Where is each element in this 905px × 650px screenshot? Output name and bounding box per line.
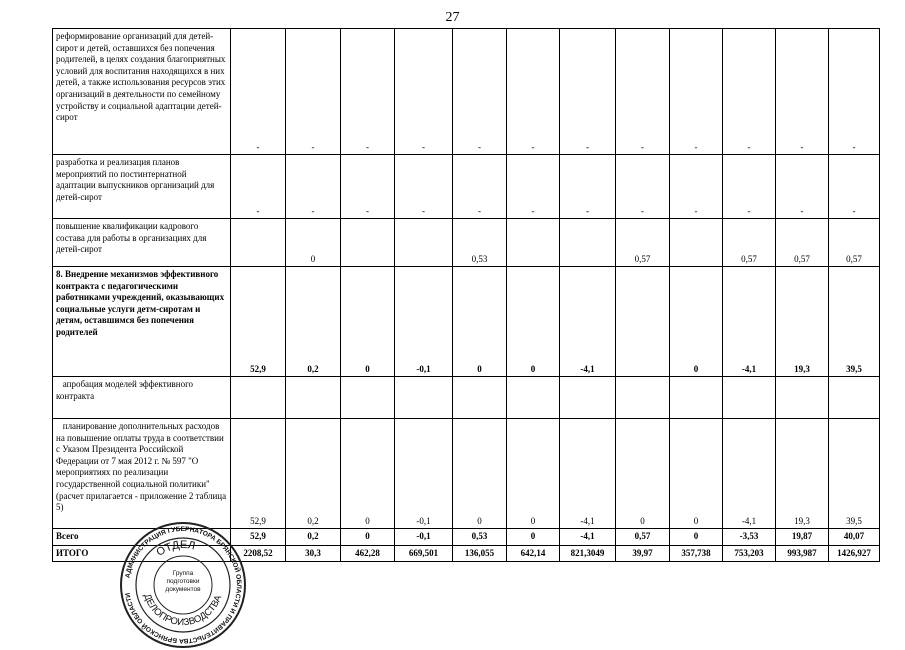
table-cell: -0,1 [395, 529, 453, 546]
table-cell: - [395, 155, 453, 219]
row-label: повышение квалификации кадрового состава для работы в организациях для детей-сирот [53, 219, 231, 267]
table-cell: 642,14 [507, 545, 560, 562]
table-cell [560, 377, 616, 419]
table-row [53, 29, 880, 155]
table-cell [723, 377, 776, 419]
table-cell: 0 [286, 219, 341, 267]
table-cell [616, 377, 670, 419]
official-stamp [118, 520, 248, 650]
row-label: апробация моделей эффективного контракта [53, 377, 231, 419]
table-cell: 0,2 [286, 529, 341, 546]
table-cell: 40,07 [829, 529, 880, 546]
table-cell: -0,1 [395, 419, 453, 529]
table-row [53, 155, 880, 219]
table-cell: - [723, 155, 776, 219]
table-cell: - [231, 155, 286, 219]
table-cell: - [723, 29, 776, 155]
table-cell: - [670, 155, 723, 219]
table-cell: 39,5 [829, 267, 880, 377]
table-cell [341, 219, 395, 267]
table-cell: 0 [507, 529, 560, 546]
table-cell: - [670, 29, 723, 155]
table-cell: -4,1 [560, 419, 616, 529]
table-cell [829, 377, 880, 419]
table-cell: 0 [670, 419, 723, 529]
table-cell: - [776, 29, 829, 155]
table-cell: - [341, 29, 395, 155]
table-cell [507, 219, 560, 267]
table-cell: - [453, 155, 507, 219]
row-label: ИТОГО [53, 545, 231, 562]
table-cell: 19,87 [776, 529, 829, 546]
table-cell: 0 [507, 419, 560, 529]
table-cell [670, 219, 723, 267]
stamp-ring-text: АДМИНИСТРАЦИЯ ГУБЕРНАТОРА БРЯНСКОЙ ОБЛАСТИ И ПРАВИТЕЛЬСТВА БРЯНСКОЙ ОБЛАСТИ [124, 525, 243, 645]
table-cell: 0 [341, 529, 395, 546]
table-cell: 52,9 [231, 529, 286, 546]
table-cell: 19,3 [776, 419, 829, 529]
table-cell: -4,1 [560, 529, 616, 546]
budget-table [52, 28, 880, 562]
svg-text:ОТДЕЛ [154, 539, 196, 559]
table-cell: 136,055 [453, 545, 507, 562]
table-cell [286, 377, 341, 419]
table-cell: 0,57 [829, 219, 880, 267]
table-cell [776, 377, 829, 419]
table-cell [395, 219, 453, 267]
table-cell: 0,53 [453, 529, 507, 546]
table-cell: 0,57 [616, 529, 670, 546]
table-cell: 52,9 [231, 267, 286, 377]
table-cell [231, 219, 286, 267]
table-cell: 753,203 [723, 545, 776, 562]
table-cell: 993,987 [776, 545, 829, 562]
row-label: реформирование организаций для детей-сирот и детей, оставшихся без попечения родителей, в целях создания благоприятных условий для воспитания находящихся в них детей, а также использования ресурсов этих организаций в деятельности по семейному устройству и социальной адаптации детей-сирот [53, 29, 231, 155]
table-cell: - [560, 155, 616, 219]
table-cell: - [560, 29, 616, 155]
table-cell: - [507, 155, 560, 219]
table-cell: - [776, 155, 829, 219]
table-row [53, 267, 880, 377]
table-cell: 1426,927 [829, 545, 880, 562]
table-cell: - [829, 29, 880, 155]
table-cell: 0 [341, 419, 395, 529]
table-cell: 2208,52 [231, 545, 286, 562]
page-number: 27 [445, 10, 460, 25]
table-cell: -3,53 [723, 529, 776, 546]
table-cell: 0 [453, 267, 507, 377]
row-label: разработка и реализация планов мероприятий по постинтернатной адаптации выпускников организаций для детей-сирот [53, 155, 231, 219]
table-cell: 357,738 [670, 545, 723, 562]
table-cell [231, 377, 286, 419]
table-cell: 39,97 [616, 545, 670, 562]
table-cell: - [829, 155, 880, 219]
table-cell: -4,1 [560, 267, 616, 377]
table-cell: 0,2 [286, 419, 341, 529]
table-cell: - [231, 29, 286, 155]
table-cell: - [395, 29, 453, 155]
table-cell [453, 377, 507, 419]
table-cell [507, 377, 560, 419]
stamp-bottom-text: ДЕЛОПРОИЗВОДСТВА [141, 592, 225, 629]
table-cell: 30,3 [286, 545, 341, 562]
table-cell: 0,2 [286, 267, 341, 377]
table-cell [395, 377, 453, 419]
table-cell: - [341, 155, 395, 219]
table-cell: - [286, 29, 341, 155]
table-cell: 0,57 [776, 219, 829, 267]
table-cell: - [453, 29, 507, 155]
table-cell: - [616, 155, 670, 219]
table-cell: - [616, 29, 670, 155]
table-row [53, 219, 880, 267]
stamp-top-text: ОТДЕЛ [154, 538, 197, 559]
table-cell: 462,28 [341, 545, 395, 562]
table-cell: 0 [453, 419, 507, 529]
row-label: планирование дополнительных расходов на повышение оплаты труда в соответствии с Указом Президента Российской Федерации от 7 мая 2012 г. № 597 "О мероприятиях по реализации государственной социальной политики" (расчет прилагается - приложение 2 таблица 5) [53, 419, 231, 529]
table-cell: 0 [507, 267, 560, 377]
table-row [53, 377, 880, 419]
table-cell: 0 [616, 419, 670, 529]
table-cell: 0,53 [453, 219, 507, 267]
table-cell: 0,57 [616, 219, 670, 267]
table-cell [616, 267, 670, 377]
table-cell [670, 377, 723, 419]
table-cell: 0 [670, 267, 723, 377]
table-cell [341, 377, 395, 419]
stamp-center-text: Группа подготовки документов [165, 570, 201, 593]
row-label: 8. Внедрение механизмов эффективного контракта с педагогическими работниками учреждений, оказывающих социальные услуги детм-сиротам и детям, оставшимся без попечения родителей [53, 267, 231, 377]
table-cell: 669,501 [395, 545, 453, 562]
table-cell: 52,9 [231, 419, 286, 529]
table-cell: - [507, 29, 560, 155]
table-cell: -4,1 [723, 419, 776, 529]
table-row [53, 419, 880, 529]
table-cell [560, 219, 616, 267]
row-label: Всего [53, 529, 231, 546]
table-cell: -0,1 [395, 267, 453, 377]
table-cell: 0 [341, 267, 395, 377]
table-cell: -4,1 [723, 267, 776, 377]
table-cell: 0 [670, 529, 723, 546]
table-cell: 0,57 [723, 219, 776, 267]
table-cell: - [286, 155, 341, 219]
table-cell: 821,3049 [560, 545, 616, 562]
table-cell: 39,5 [829, 419, 880, 529]
table-cell: 19,3 [776, 267, 829, 377]
